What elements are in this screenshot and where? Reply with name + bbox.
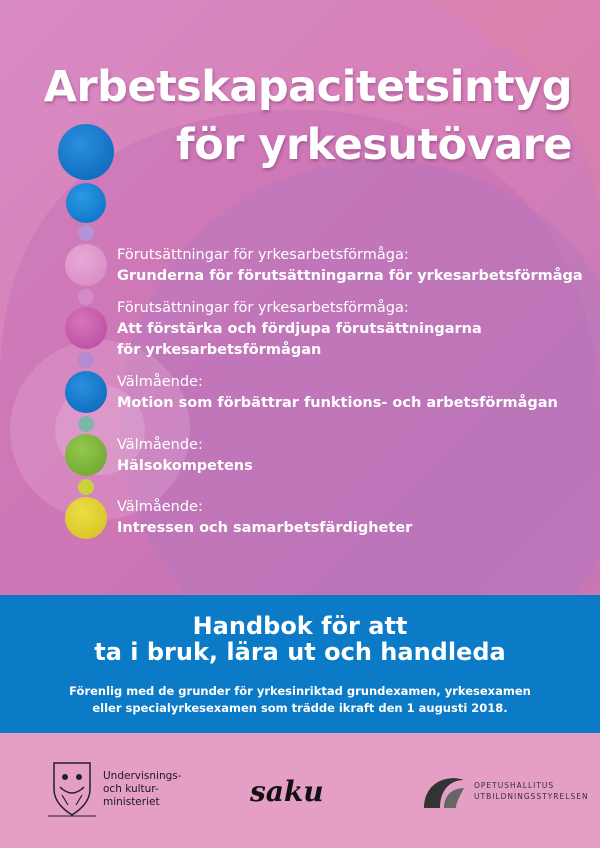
- ministry-crest-logo: [48, 759, 96, 817]
- yellow-circle-icon: [65, 497, 107, 539]
- teal-small-circle-icon: [78, 416, 94, 432]
- list-item: [117, 245, 583, 287]
- ministry-logo-text: [103, 770, 182, 809]
- blue-circle-icon: [66, 183, 106, 223]
- handbook-title: [0, 613, 600, 665]
- page-title: [44, 58, 572, 174]
- list-item: [117, 298, 482, 361]
- ministry-name-line-1: Undervisnings-: [103, 770, 182, 782]
- handbook-note-line-1: Förenlig med de grunder för yrkesinriktad grundexamen, yrkesexamen: [69, 684, 531, 698]
- handbook-note: [30, 683, 570, 717]
- agency-logo-text: [474, 780, 589, 802]
- item-prefix: Välmående:: [117, 437, 203, 453]
- item-prefix: Förutsättningar för yrkesarbetsförmåga:: [117, 300, 409, 316]
- lilac-small-circle-icon: [78, 225, 94, 241]
- pink-circle-icon: [65, 244, 107, 286]
- item-prefix: Förutsättningar för yrkesarbetsförmåga:: [117, 247, 409, 263]
- item-prefix: Välmående:: [117, 374, 203, 390]
- magenta-circle-icon: [65, 307, 107, 349]
- list-item: [117, 435, 253, 477]
- agency-name-line-2: UTBILDNINGSSTYRELSEN: [474, 792, 589, 801]
- item-label: Intressen och samarbetsfärdigheter: [117, 520, 413, 536]
- item-label: Att förstärka och fördjupa förutsättningarna: [117, 321, 482, 337]
- blue-circle-icon: [65, 371, 107, 413]
- lilac-small-circle-icon: [78, 352, 94, 368]
- agency-name-line-1: OPETUSHALLITUS: [474, 781, 555, 790]
- item-label: Hälsokompetens: [117, 458, 253, 474]
- handbook-title-line-2: ta i bruk, lära ut och handleda: [94, 638, 506, 666]
- agency-logo-icon: [420, 772, 468, 812]
- handbook-title-line-1: Handbok för att: [192, 612, 408, 640]
- yellow-small-circle-icon: [78, 479, 94, 495]
- item-label-cont: för yrkesarbetsförmågan: [117, 342, 322, 358]
- blue-circle-icon: [58, 124, 114, 180]
- handbook-note-line-2: eller specialyrkesexamen som trädde ikraft den 1 augusti 2018.: [92, 701, 508, 715]
- saku-logo: saku: [250, 775, 324, 808]
- title-line-1: Arbetskapacitetsintyg: [43, 62, 572, 112]
- item-label: Motion som förbättrar funktions- och arbetsförmågan: [117, 395, 558, 411]
- list-item: [117, 497, 412, 539]
- item-label: Grunderna för förutsättningarna för yrkesarbetsförmåga: [117, 268, 583, 284]
- item-prefix: Välmående:: [117, 499, 203, 515]
- list-item: [117, 372, 558, 414]
- title-line-2: för yrkesutövare: [176, 120, 572, 170]
- pink-small-circle-icon: [78, 289, 94, 305]
- ministry-name-line-3: ministeriet: [103, 796, 160, 808]
- green-circle-icon: [65, 434, 107, 476]
- ministry-name-line-2: och kultur-: [103, 783, 159, 795]
